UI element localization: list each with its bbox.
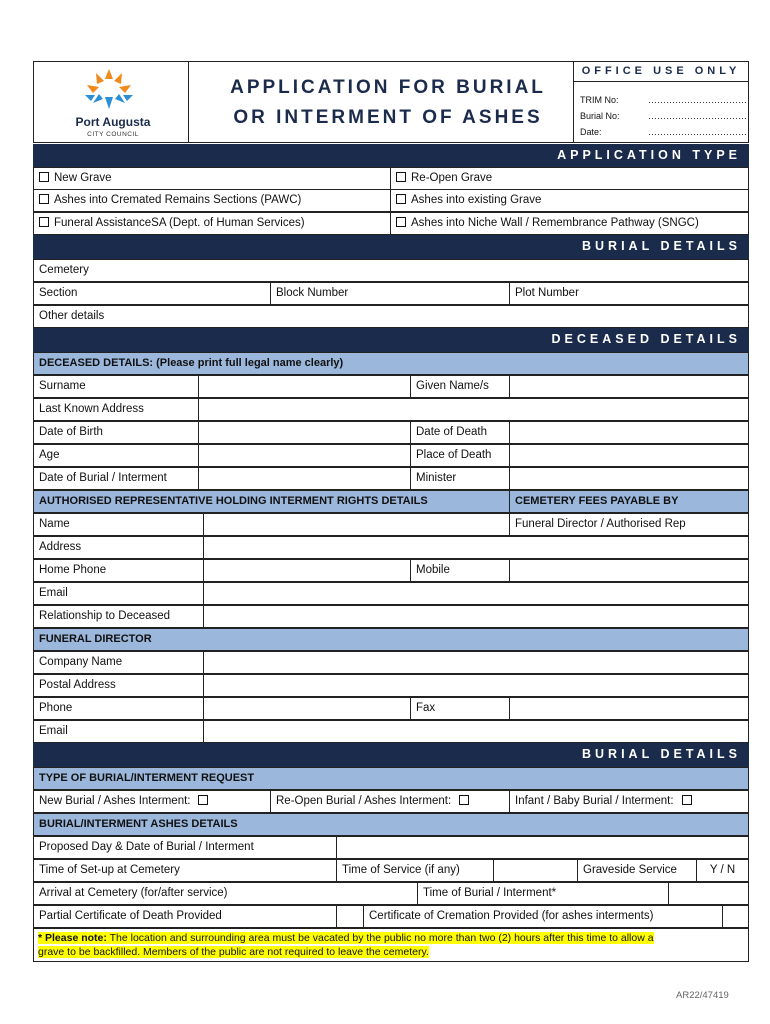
rep-address-input[interactable] (203, 536, 749, 559)
company-name-input[interactable] (203, 651, 749, 674)
option-niche-wall[interactable]: Ashes into Niche Wall / Remembrance Pathway (SNGC) (390, 212, 749, 235)
fees-payable-field[interactable]: Funeral Director / Authorised Rep (509, 513, 749, 536)
burial-no-field[interactable]: …………………………… (648, 111, 747, 121)
setup-time-label: Time of Set-up at Cemetery (33, 859, 337, 882)
age-input[interactable] (198, 444, 411, 467)
fd-phone-label: Phone (33, 697, 204, 720)
relationship-label: Relationship to Deceased (33, 605, 204, 628)
cemetery-field[interactable]: Cemetery (33, 259, 749, 282)
deceased-details-banner: DECEASED DETAILS (33, 328, 749, 352)
new-burial-option[interactable]: New Burial / Ashes Interment: (33, 790, 271, 813)
checkbox-icon[interactable] (198, 795, 208, 805)
deceased-subheading: DECEASED DETAILS: (Please print full legal name clearly) (33, 352, 749, 375)
postal-address-input[interactable] (203, 674, 749, 697)
backfill-note (33, 928, 749, 962)
proposed-date-input[interactable] (336, 836, 749, 859)
block-number-field[interactable]: Block Number (270, 282, 510, 305)
burial-time-label: Time of Burial / Interment* (417, 882, 669, 905)
fees-heading: CEMETERY FEES PAYABLE BY (509, 490, 749, 513)
dob-label: Date of Birth (33, 421, 199, 444)
checkbox-icon[interactable] (459, 795, 469, 805)
trim-label: TRIM No: (580, 95, 619, 105)
graveside-label: Graveside Service (577, 859, 697, 882)
partial-cert-label: Partial Certificate of Death Provided (33, 905, 337, 928)
rep-email-label: Email (33, 582, 204, 605)
document-reference: AR22/47419 (676, 990, 729, 1001)
date-label: Date: (580, 127, 602, 137)
date-of-burial-label: Date of Burial / Interment (33, 467, 199, 490)
place-of-death-input[interactable] (509, 444, 749, 467)
dob-input[interactable] (198, 421, 411, 444)
type-of-burial-heading: TYPE OF BURIAL/INTERMENT REQUEST (33, 767, 749, 790)
other-details-field[interactable]: Other details (33, 305, 749, 328)
checkbox-icon[interactable] (682, 795, 692, 805)
rep-name-label: Name (33, 513, 204, 536)
checkbox-icon[interactable] (39, 194, 49, 204)
note-text-line1: The location and surrounding area must be vacated by the public no more than two (2) hours after this time to allow a (109, 932, 654, 944)
rep-address-label: Address (33, 536, 204, 559)
postal-address-label: Postal Address (33, 674, 204, 697)
arrival-label: Arrival at Cemetery (for/after service) (33, 882, 418, 905)
section-field[interactable]: Section (33, 282, 271, 305)
proposed-date-label: Proposed Day & Date of Burial / Interment (33, 836, 337, 859)
mobile-label: Mobile (410, 559, 510, 582)
checkbox-icon[interactable] (396, 194, 406, 204)
application-type-banner: APPLICATION TYPE (33, 144, 749, 167)
option-ashes-existing[interactable]: Ashes into existing Grave (390, 189, 749, 212)
surname-input[interactable] (198, 375, 411, 398)
option-new-grave[interactable]: New Grave (33, 167, 391, 190)
logo-subtitle: CITY COUNCIL (87, 131, 139, 138)
age-label: Age (33, 444, 199, 467)
option-funeral-assistance[interactable]: Funeral AssistanceSA (Dept. of Human Services) (33, 212, 391, 235)
cremation-cert-input[interactable] (722, 905, 749, 928)
form-title-line2: OR INTERMENT OF ASHES (233, 107, 543, 128)
given-names-label: Given Name/s (410, 375, 510, 398)
surname-label: Surname (33, 375, 199, 398)
checkbox-icon[interactable] (39, 217, 49, 227)
logo-divider (188, 61, 189, 143)
funeral-director-heading: FUNERAL DIRECTOR (33, 628, 749, 651)
plot-number-field[interactable]: Plot Number (509, 282, 749, 305)
burial-details-banner: BURIAL DETAILS (33, 235, 749, 259)
reopen-burial-option[interactable]: Re-Open Burial / Ashes Interment: (270, 790, 510, 813)
fd-email-input[interactable] (203, 720, 749, 743)
option-reopen-grave[interactable]: Re-Open Grave (390, 167, 749, 190)
council-logo (33, 65, 188, 141)
note-text-line2: grave to be backfilled. Members of the public are not required to leave the cemetery. (38, 946, 429, 958)
given-names-input[interactable] (509, 375, 749, 398)
office-use-heading: OFFICE USE ONLY (573, 61, 749, 82)
mobile-input[interactable] (509, 559, 749, 582)
dod-label: Date of Death (410, 421, 510, 444)
burial-request-banner: BURIAL DETAILS (33, 743, 749, 767)
service-time-label: Time of Service (if any) (336, 859, 494, 882)
infant-burial-option[interactable]: Infant / Baby Burial / Interment: (509, 790, 749, 813)
last-address-label: Last Known Address (33, 398, 199, 421)
burial-no-label: Burial No: (580, 111, 620, 121)
partial-cert-input[interactable] (336, 905, 364, 928)
sun-logo-icon (79, 67, 139, 111)
date-of-burial-input[interactable] (198, 467, 411, 490)
place-of-death-label: Place of Death (410, 444, 510, 467)
rep-name-input[interactable] (203, 513, 510, 536)
fax-input[interactable] (509, 697, 749, 720)
representative-heading: AUTHORISED REPRESENTATIVE HOLDING INTERMENT RIGHTS DETAILS (33, 490, 510, 513)
burial-time-input[interactable] (668, 882, 749, 905)
checkbox-icon[interactable] (396, 172, 406, 182)
minister-input[interactable] (509, 467, 749, 490)
note-label: * Please note: (38, 932, 107, 944)
fd-email-label: Email (33, 720, 204, 743)
fax-label: Fax (410, 697, 510, 720)
ashes-details-heading: BURIAL/INTERMENT ASHES DETAILS (33, 813, 749, 836)
dod-input[interactable] (509, 421, 749, 444)
last-address-input[interactable] (198, 398, 749, 421)
rep-email-input[interactable] (203, 582, 749, 605)
cremation-cert-label: Certificate of Cremation Provided (for ashes interments) (363, 905, 723, 928)
graveside-yn-field[interactable]: Y / N (696, 859, 749, 882)
checkbox-icon[interactable] (396, 217, 406, 227)
home-phone-input[interactable] (203, 559, 411, 582)
date-field[interactable]: …………………………… (648, 127, 747, 137)
relationship-input[interactable] (203, 605, 749, 628)
checkbox-icon[interactable] (39, 172, 49, 182)
minister-label: Minister (410, 467, 510, 490)
service-time-input[interactable] (493, 859, 578, 882)
trim-field[interactable]: …………………………… (648, 95, 747, 105)
logo-name: Port Augusta (75, 115, 151, 129)
form-title-line1: APPLICATION FOR BURIAL (230, 77, 546, 98)
company-name-label: Company Name (33, 651, 204, 674)
fd-phone-input[interactable] (203, 697, 411, 720)
home-phone-label: Home Phone (33, 559, 204, 582)
option-ashes-pawc[interactable]: Ashes into Cremated Remains Sections (PAWC) (33, 189, 391, 212)
